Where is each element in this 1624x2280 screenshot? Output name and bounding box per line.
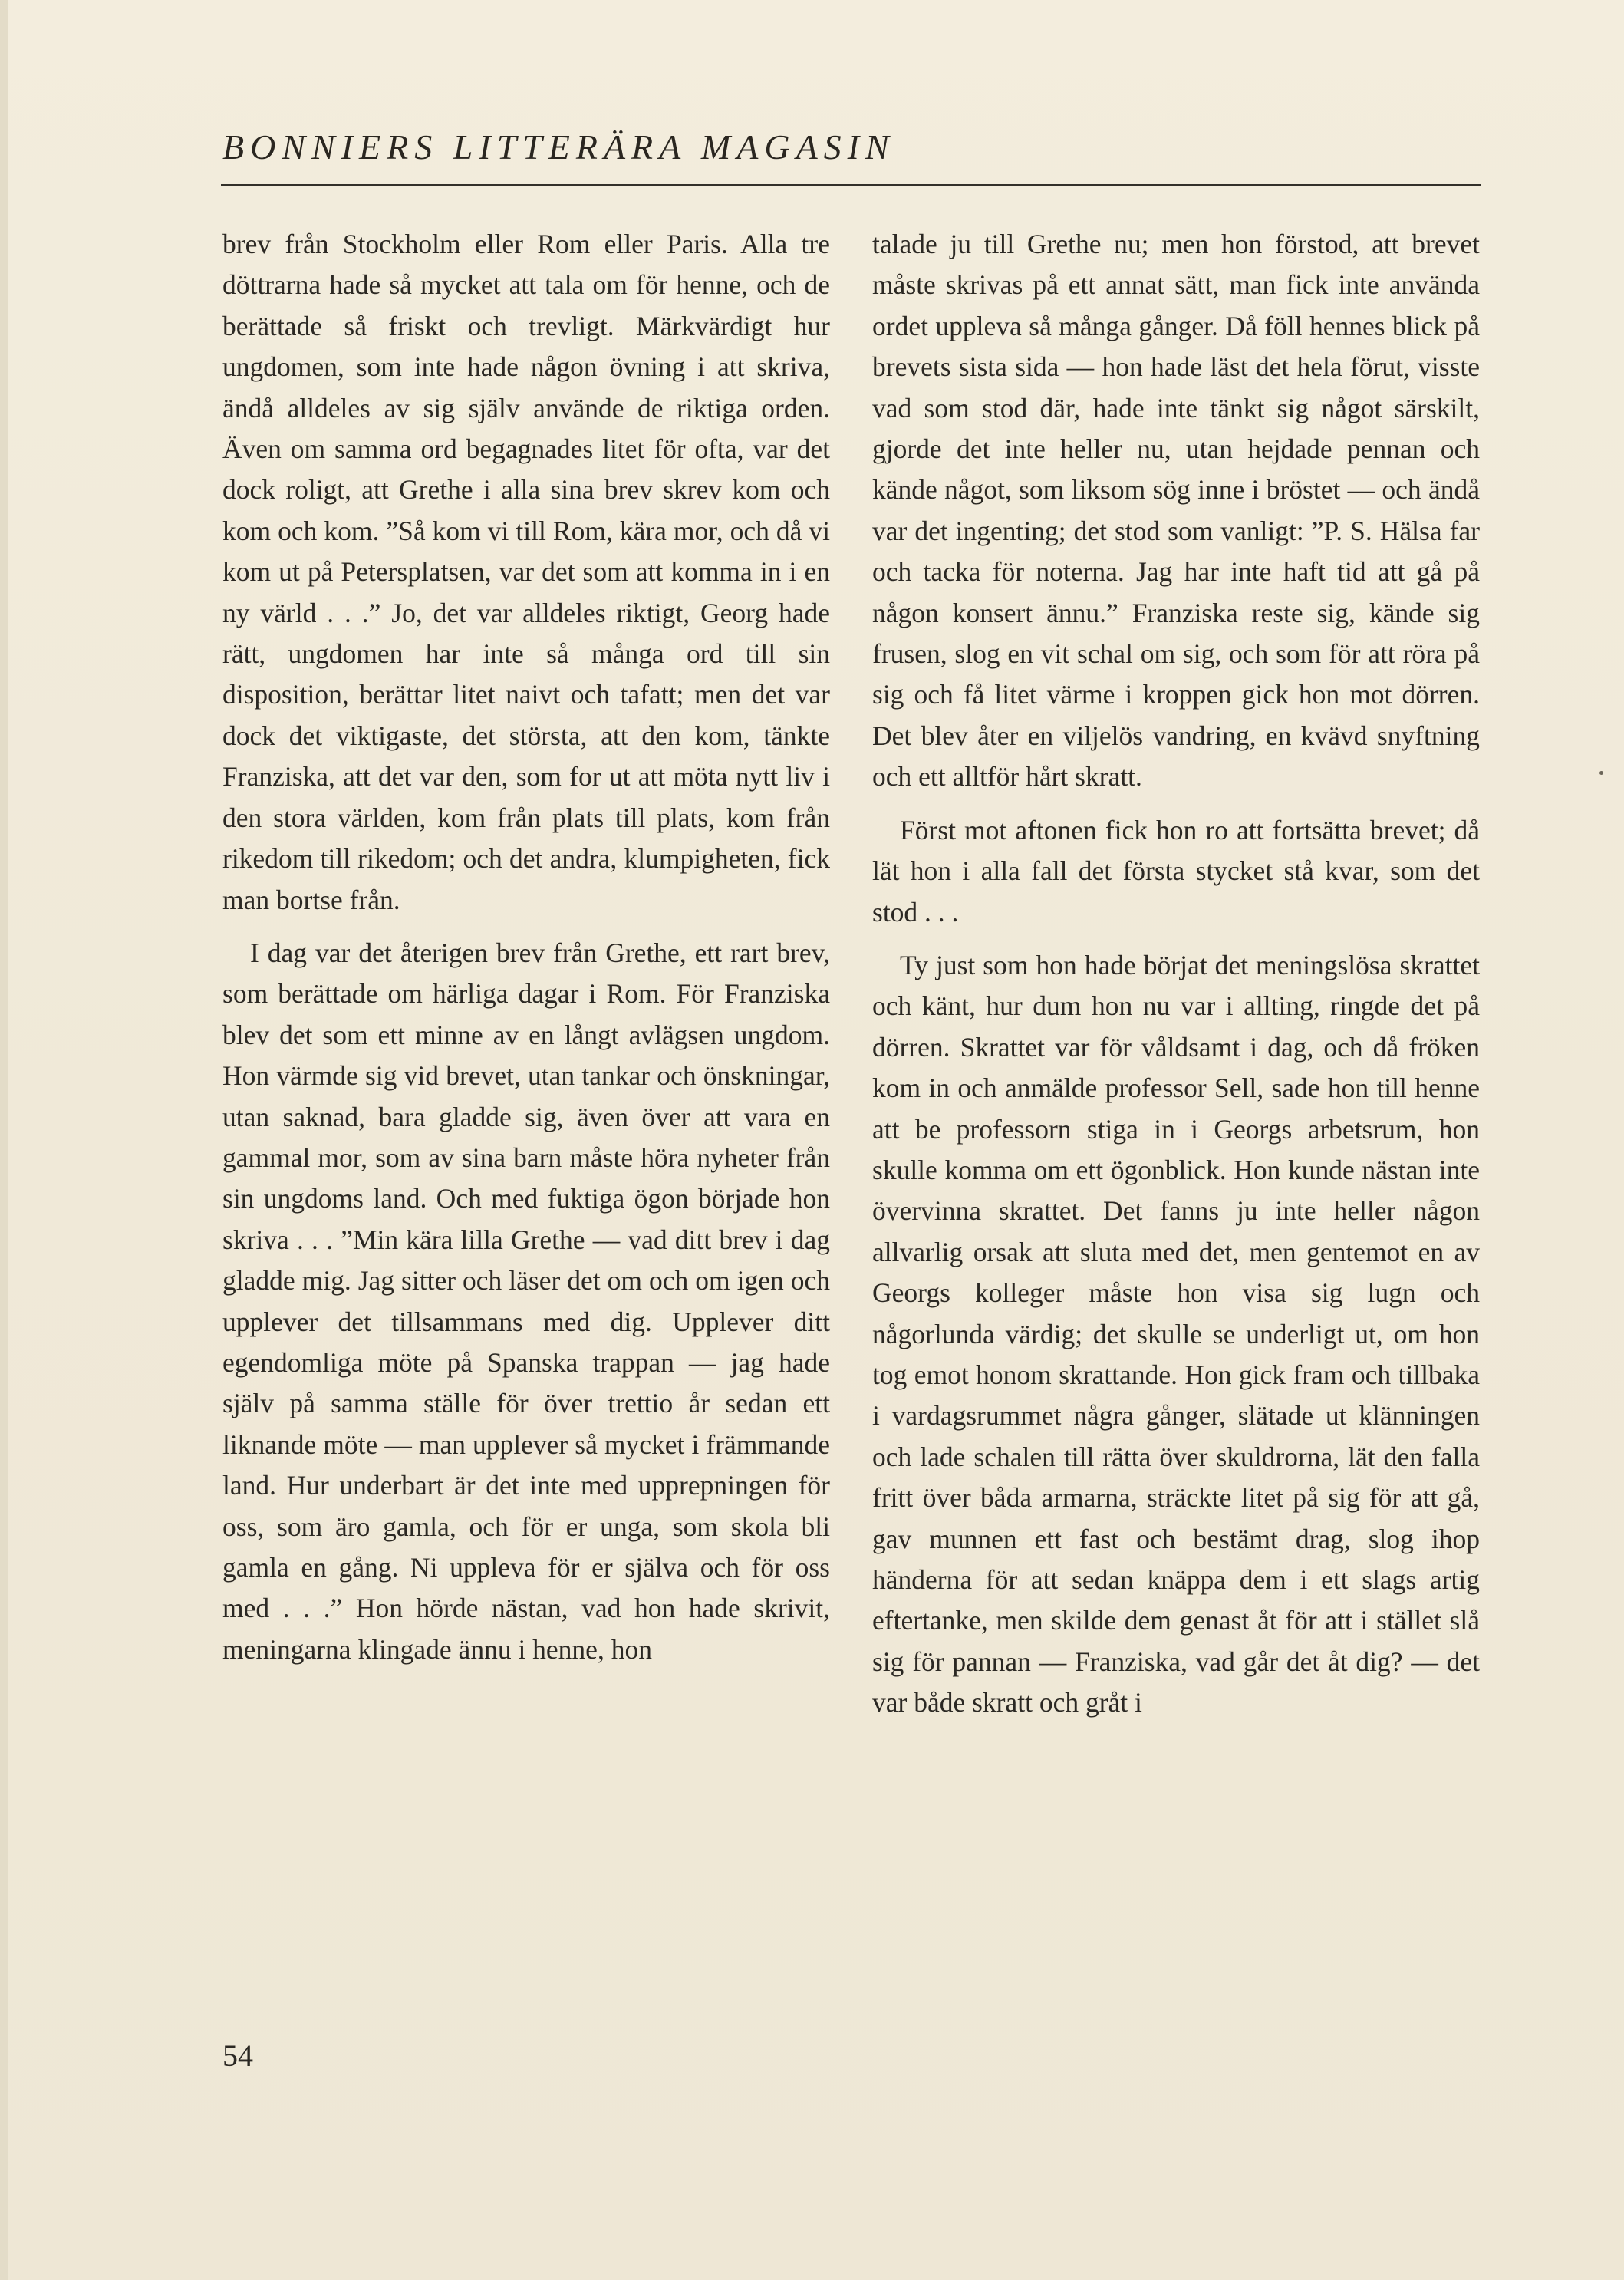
- paragraph: Ty just som hon hade börjat det meningslösa skrattet och känt, hur dum hon nu var i allting, ringde det på dörren. Skrattet var för våldsamt i dag, och då fröken kom in och anmälde professor Sell, sade hon till henne att be professorn stiga in i Georgs arbetsrum, hon skulle komma om ett ögonblick. Hon kunde nästan inte övervinna skrattet. Det fanns ju inte heller någon allvarlig orsak att sluta med det, men gentemot en av Georgs kolleger måste hon visa sig lugn och någorlunda värdig; det skulle se underligt ut, om hon tog emot honom skrattande. Hon gick fram och tillbaka i vardagsrummet några gånger, slätade ut klänningen och lade schalen till rätta över skuldrorna, lät den falla fritt över båda armarna, sträckte litet på sig för att gå, gav munnen ett fast och bestämt drag, slog ihop händerna för att sedan knäppa dem i ett slags artig eftertanke, men skilde dem genast åt för att i stället slå sig för pannan — Franziska, vad går det åt dig? — det var både skratt och gråt i: [872, 949, 1480, 1718]
- page-number: 54: [222, 2038, 253, 2073]
- running-header: BONNIERS LITTERÄRA MAGASIN: [222, 127, 895, 166]
- paragraph: I dag var det återigen brev från Grethe, ett rart brev, som berättade om härliga dagar i Rom. För Franziska blev det som ett minne av en långt avlägsen ungdom. Hon värmde sig vid brevet, utan tankar och önskningar, utan saknad, bara gladde sig, även över att vara en gammal mor, som av sina barn måste höra nyheter från sin ungdoms land. Och med fuktiga ögon började hon skriva . . . ”Min kära lilla Grethe — vad ditt brev i dag gladde mig. Jag sitter och läser det om och om igen och upplever det tillsammans med dig. Upplever ditt egendomliga möte på Spanska trappan — jag hade själv på samma ställe för över trettio år sedan ett liknande möte — man upplever så mycket i främmande land. Hur underbart är det inte med upprepningen för oss, som äro gamla, och för er unga, som skola bli gamla en gång. Ni uppleva för er själva och för oss med . . .” Hon hörde nästan, vad hon hade skrivit, meningarna klingade ännu i henne, hon: [222, 937, 830, 1665]
- paper-speck: [1599, 771, 1603, 775]
- paragraph: Först mot aftonen fick hon ro att fortsätta brevet; då lät hon i alla fall det första stycket stå kvar, som det stod . . .: [872, 814, 1480, 927]
- page-edge: [0, 0, 8, 2280]
- right-column: [872, 224, 1480, 1724]
- paragraph: brev från Stockholm eller Rom eller Paris. Alla tre döttrarna hade så mycket att tala om för henne, och de berättade så friskt och trevligt. Märkvärdigt hur ungdomen, som inte hade någon övning i att skriva, ändå alldeles av sig själv använde de riktiga orden. Även om samma ord begagnades litet för ofta, var det dock roligt, att Grethe i alla sina brev skrev kom och kom och kom. ”Så kom vi till Rom, kära mor, och då vi kom ut på Petersplatsen, var det som att komma in i en ny värld . . .” Jo, det var alldeles riktigt, Georg hade rätt, ungdomen har inte så många ord till sin disposition, berättar litet naivt och tafatt; men det var dock det viktigaste, det största, att den kom, tänkte Franziska, att det var den, som for ut att möta nytt liv i den stora världen, kom från plats till plats, kom från rikedom till rikedom; och det andra, klumpigheten, fick man bortse från.: [222, 229, 830, 915]
- left-column: [222, 224, 830, 1670]
- paragraph: talade ju till Grethe nu; men hon förstod, att brevet måste skrivas på ett annat sätt, man fick inte använda ordet uppleva så många gånger. Då föll hennes blick på brevets sista sida — hon hade läst det hela förut, visste vad som stod där, hade inte tänkt sig något särskilt, gjorde det inte heller nu, utan hejdade pennan och kände något, som liksom sög inne i bröstet — och ändå var det ingenting; det stod som vanligt: ”P. S. Hälsa far och tacka för noterna. Jag har inte haft tid att gå på någon konsert ännu.” Franziska reste sig, kände sig frusen, slog en vit schal om sig, och som för att röra på sig och få litet värme i kroppen gick hon mot dörren. Det blev åter en viljelös vandring, en kvävd snyftning och ett alltför hårt skratt.: [872, 229, 1480, 792]
- header-rule: [221, 184, 1481, 186]
